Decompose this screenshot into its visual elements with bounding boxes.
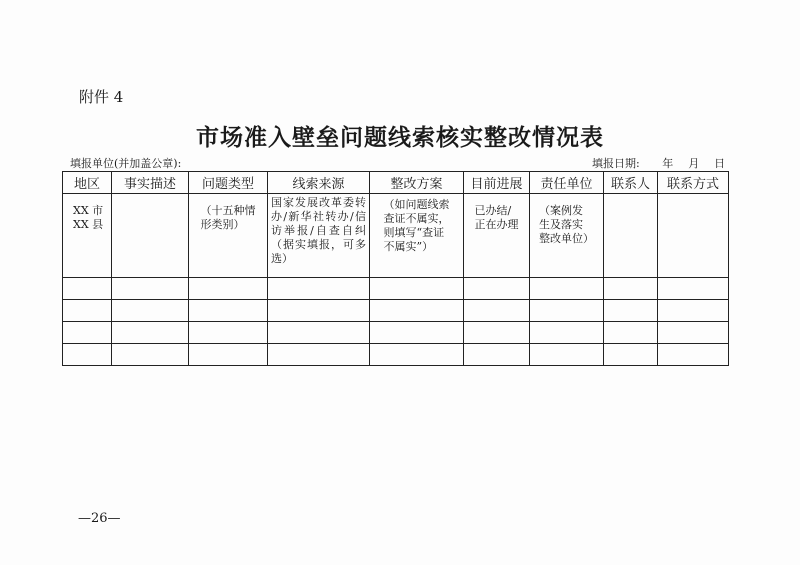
- page-number: —26—: [78, 511, 121, 526]
- empty-cell: [530, 344, 604, 366]
- header-fact: 事实描述: [112, 172, 189, 194]
- table-row: [63, 194, 729, 278]
- cell-phone: [658, 194, 729, 278]
- header-phone: 联系方式: [658, 172, 729, 194]
- fill-date-label: 填报日期: 年 月 日: [592, 157, 726, 170]
- empty-cell: [370, 344, 464, 366]
- empty-cell: [63, 278, 112, 300]
- empty-cell: [268, 300, 370, 322]
- table-row: [63, 278, 729, 300]
- cell-unit-text: （案例发 生及落实 整改单位）: [539, 204, 594, 245]
- empty-cell: [112, 344, 189, 366]
- empty-cell: [530, 300, 604, 322]
- header-progress: 目前进展: [464, 172, 530, 194]
- cell-unit: [530, 194, 604, 278]
- header-contact: 联系人: [604, 172, 658, 194]
- cell-region: [63, 194, 112, 278]
- empty-cell: [604, 322, 658, 344]
- cell-problem-type: [189, 194, 268, 278]
- empty-cell: [370, 278, 464, 300]
- empty-cell: [112, 300, 189, 322]
- header-plan: 整改方案: [370, 172, 464, 194]
- cell-progress: [464, 194, 530, 278]
- header-problem-type: 问题类型: [189, 172, 268, 194]
- empty-cell: [658, 278, 729, 300]
- cell-source: 国家发展改革委转办/新华社转办/信访举报/自查自纠（据实填报，可多选）: [268, 194, 370, 278]
- empty-cell: [370, 300, 464, 322]
- empty-cell: [658, 300, 729, 322]
- cell-contact: [604, 194, 658, 278]
- header-source: 线索来源: [268, 172, 370, 194]
- empty-cell: [189, 322, 268, 344]
- empty-cell: [268, 322, 370, 344]
- empty-cell: [464, 322, 530, 344]
- empty-cell: [189, 344, 268, 366]
- cell-fact: [112, 194, 189, 278]
- empty-cell: [189, 300, 268, 322]
- empty-cell: [464, 278, 530, 300]
- empty-cell: [370, 322, 464, 344]
- table-header-row: [63, 172, 729, 194]
- empty-cell: [112, 322, 189, 344]
- empty-cell: [268, 278, 370, 300]
- cell-plan: [370, 194, 464, 278]
- page-title: 市场准入壁垒问题线索核实整改情况表: [196, 124, 604, 151]
- empty-cell: [112, 278, 189, 300]
- verification-table: [62, 171, 729, 366]
- empty-cell: [63, 344, 112, 366]
- attachment-label: 附件 4: [79, 88, 124, 106]
- empty-cell: [464, 344, 530, 366]
- empty-cell: [464, 300, 530, 322]
- empty-cell: [530, 322, 604, 344]
- cell-plan-text: （如问题线索 查证不属实， 则填写“查证 不属实”）: [383, 198, 450, 253]
- cell-progress-text: 已办结/ 正在办理: [474, 204, 519, 231]
- header-region: 地区: [63, 172, 112, 194]
- cell-problem-type-text: （十五种情 形类别）: [200, 204, 256, 231]
- empty-cell: [658, 322, 729, 344]
- empty-cell: [530, 278, 604, 300]
- table-row: [63, 300, 729, 322]
- empty-cell: [658, 344, 729, 366]
- fill-unit-label: 填报单位(并加盖公章):: [70, 157, 182, 170]
- table-row: [63, 344, 729, 366]
- empty-cell: [604, 278, 658, 300]
- empty-cell: [63, 322, 112, 344]
- cell-region-text: XX 市 XX 县: [73, 204, 104, 231]
- empty-cell: [268, 344, 370, 366]
- empty-cell: [604, 300, 658, 322]
- header-unit: 责任单位: [530, 172, 604, 194]
- table-row: [63, 322, 729, 344]
- empty-cell: [189, 278, 268, 300]
- empty-cell: [604, 344, 658, 366]
- empty-cell: [63, 300, 112, 322]
